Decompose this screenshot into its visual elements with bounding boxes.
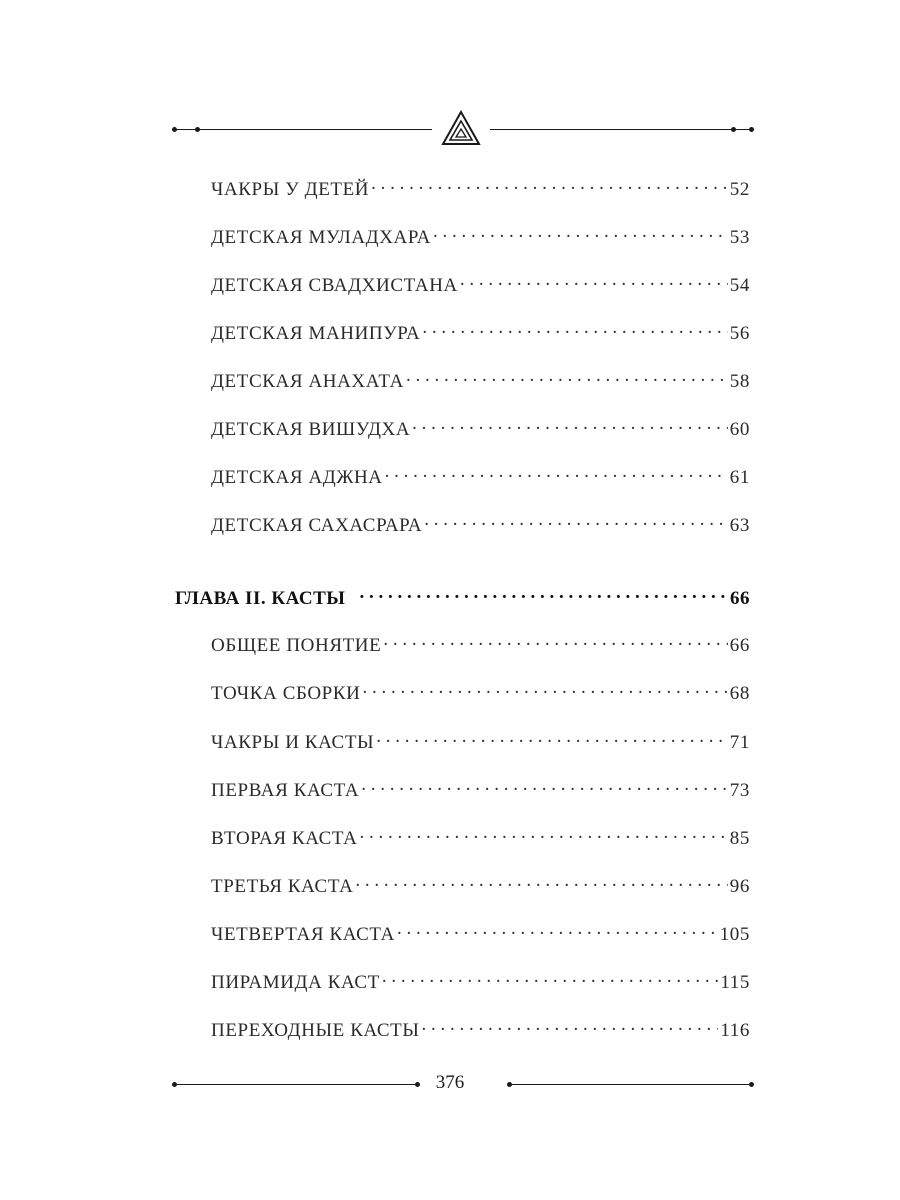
toc-entry-title: ДЕТСКАЯ ВИШУДХА [211, 419, 411, 440]
toc-entry-title: ВТОРАЯ КАСТА [211, 828, 358, 849]
toc-entry-page: 85 [729, 828, 750, 849]
toc-entry[interactable] [211, 680, 750, 705]
dot-leader [355, 873, 727, 892]
toc-entry[interactable] [211, 272, 750, 297]
toc-entry[interactable] [211, 368, 750, 393]
dot-leader [382, 969, 719, 988]
toc-entry-title: ТРЕТЬЯ КАСТА [211, 876, 354, 897]
toc-entry-page: 105 [719, 924, 750, 945]
triangle-icon [441, 110, 481, 146]
dot-leader [406, 368, 728, 387]
toc-entry-page: 66 [729, 635, 750, 656]
toc-entry-title: ДЕТСКАЯ МУЛАДХАРА [211, 227, 431, 248]
toc-entry-title: ДЕТСКАЯ АДЖНА [211, 467, 383, 488]
toc-entry[interactable] [211, 825, 750, 850]
toc-entry-page: 71 [729, 732, 750, 753]
dot-leader [359, 585, 728, 604]
toc-entry-page: 60 [729, 419, 750, 440]
toc-entry-title: ДЕТСКАЯ МАНИПУРА [211, 323, 421, 344]
toc-entry-title: ДЕТСКАЯ СВАДХИСТАНА [211, 275, 458, 296]
toc-entry[interactable] [211, 416, 750, 441]
toc-entry[interactable] [211, 921, 750, 946]
toc-entry-title: ЧЕТВЕРТАЯ КАСТА [211, 924, 395, 945]
toc-entry-title: ПЕРЕХОДНЫЕ КАСТЫ [211, 1020, 420, 1041]
dot-leader [376, 729, 728, 748]
toc-entry-page: 73 [729, 780, 750, 801]
top-rule-right-dot [749, 127, 754, 132]
dot-leader [412, 416, 728, 435]
toc-chapter-entry[interactable] [175, 585, 750, 610]
toc-entry-page: 96 [729, 876, 750, 897]
toc-entry[interactable] [211, 224, 750, 249]
toc-entry[interactable] [211, 176, 750, 201]
dot-leader [422, 320, 727, 339]
toc-entry[interactable] [211, 632, 750, 657]
dot-leader [385, 464, 728, 483]
toc-entry-page: 54 [729, 275, 750, 296]
toc-entry-title: ДЕТСКАЯ АНАХАТА [211, 371, 404, 392]
toc-chapter-title: ГЛАВА II. КАСТЫ [175, 588, 346, 609]
toc-entry-title: ТОЧКА СБОРКИ [211, 683, 361, 704]
toc-entry-page: 61 [729, 467, 750, 488]
top-rule-right-dot-inner [731, 127, 736, 132]
toc-entry-title: ПИРАМИДА КАСТ [211, 972, 380, 993]
top-rule-left [174, 129, 432, 130]
dot-leader [460, 272, 728, 291]
dot-leader [371, 176, 728, 195]
toc-entry-page: 53 [729, 227, 750, 248]
toc-entry-page: 58 [729, 371, 750, 392]
toc-entry-page: 52 [729, 179, 750, 200]
dot-leader [383, 632, 727, 651]
dot-leader [362, 680, 727, 699]
dot-leader [424, 512, 728, 531]
toc-entry[interactable] [211, 969, 750, 994]
dot-leader [397, 921, 718, 940]
bottom-rule-right [510, 1084, 752, 1085]
top-rule-right [490, 129, 752, 130]
toc-entry-title: ПЕРВАЯ КАСТА [211, 780, 360, 801]
top-rule-left-dot [172, 127, 177, 132]
toc-entry[interactable] [211, 1017, 750, 1042]
dot-leader [433, 224, 728, 243]
page-number: 376 [435, 1072, 465, 1093]
toc-entry[interactable] [211, 873, 750, 898]
bottom-rule-right-dot [749, 1082, 754, 1087]
toc-entry-title: ЧАКРЫ И КАСТЫ [211, 732, 375, 753]
toc-entry-title: ОБЩЕЕ ПОНЯТИЕ [211, 635, 382, 656]
toc-entry-title: ЧАКРЫ У ДЕТЕЙ [211, 179, 370, 200]
dot-leader [361, 777, 728, 796]
toc-entry-page: 115 [720, 972, 750, 993]
toc-entry-title: ДЕТСКАЯ САХАСРАРА [211, 515, 423, 536]
toc-entry-page: 68 [729, 683, 750, 704]
toc-chapter-page: 66 [730, 588, 750, 609]
toc-entry-page: 63 [729, 515, 750, 536]
dot-leader [359, 825, 727, 844]
toc-entry-page: 116 [720, 1020, 750, 1041]
toc-entry[interactable] [211, 464, 750, 489]
toc-entry[interactable] [211, 320, 750, 345]
toc-entry[interactable] [211, 777, 750, 802]
toc-entry-page: 56 [729, 323, 750, 344]
dot-leader [422, 1017, 719, 1036]
toc-entry[interactable] [211, 512, 750, 537]
top-rule-left-dot-inner [195, 127, 200, 132]
toc-entry[interactable] [211, 729, 750, 754]
